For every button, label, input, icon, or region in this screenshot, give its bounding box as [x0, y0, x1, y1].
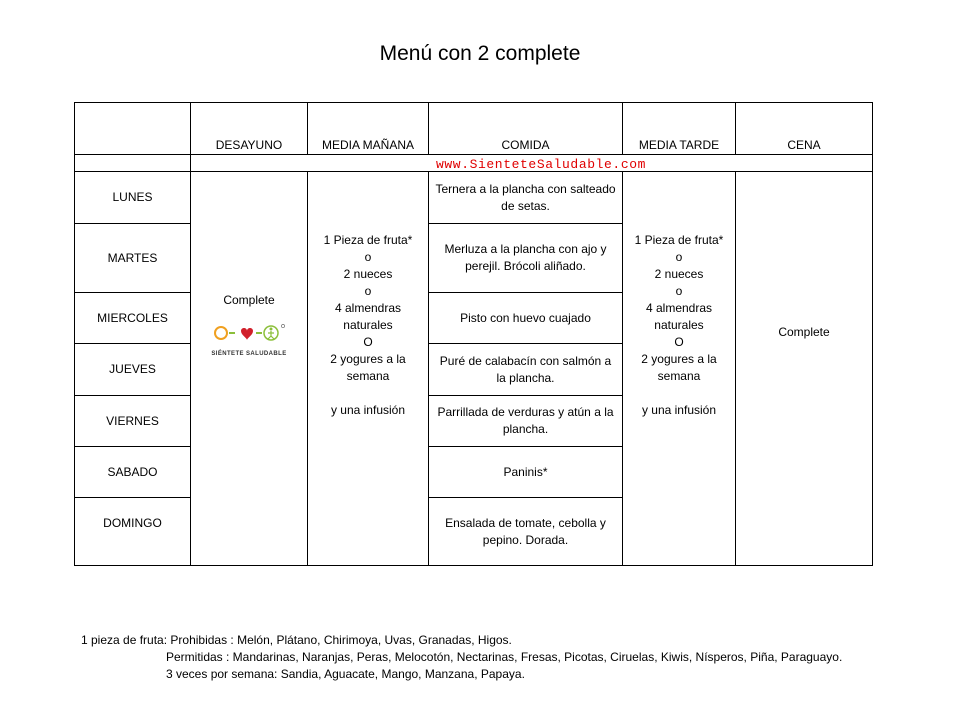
media-tarde-cell: [623, 232, 735, 432]
header-media-manana: MEDIA MAÑANA: [321, 137, 414, 152]
day-label: LUNES: [112, 190, 153, 204]
day-label: DOMINGO: [103, 515, 162, 530]
comida-cell: Puré de calabacín con salmón a la plancha.: [439, 353, 612, 385]
snack-line: 2 yogures a la: [641, 352, 717, 366]
snack-line: o: [675, 284, 683, 298]
day-label: VIERNES: [106, 413, 159, 428]
media-manana-cell: [308, 232, 428, 432]
snack-line: 4 almendras: [645, 301, 713, 315]
snack-line: naturales: [343, 318, 393, 332]
note-semana: 3 veces por semana: Sandia, Aguacate, Mango, Manzana, Papaya.: [166, 667, 525, 681]
snack-line: 4 almendras: [334, 301, 402, 315]
snack-line: 1 Pieza de fruta*: [323, 233, 413, 247]
snack-line: O: [363, 335, 373, 349]
footnotes: [81, 632, 842, 683]
desayuno-cell: [191, 292, 307, 407]
snack-line: 1 Pieza de fruta*: [634, 233, 724, 247]
cena-cell: Complete: [778, 324, 830, 339]
day-label: MARTES: [107, 250, 158, 265]
page-title: Menú con 2 complete: [379, 42, 581, 65]
day-label: JUEVES: [109, 362, 156, 376]
comida-cell: Merluza a la plancha con ajo y perejil. Brócoli aliñado.: [444, 242, 607, 273]
comida-cell: Parrillada de verduras y atún a la plancha.: [437, 405, 614, 436]
logo-icon: [211, 323, 287, 343]
snack-line: o: [364, 250, 372, 264]
note-prohibidas: 1 pieza de fruta: Prohibidas : Melón, Plátano, Chirimoya, Uvas, Granadas, Higos.: [81, 633, 512, 647]
header-desayuno: DESAYUNO: [215, 137, 283, 152]
header-comida: COMIDA: [501, 137, 550, 152]
snack-extra: y una infusión: [330, 403, 406, 417]
snack-line: 2 yogures a la: [330, 352, 406, 366]
snack-line: 2 nueces: [654, 267, 704, 281]
header-cena: CENA: [787, 137, 821, 152]
snack-line: 2 nueces: [343, 267, 393, 281]
snack-extra: y una infusión: [641, 403, 717, 417]
watermark-url: www.SienteteSaludable.com: [436, 157, 647, 172]
note-permitidas: Permitidas : Mandarinas, Naranjas, Peras, Melocotón, Nectarinas, Fresas, Picotas, Ciruelas, Kiwis, Nísperos, Piña, Paraguayo.: [166, 650, 843, 664]
brand-logo: [211, 323, 287, 363]
logo-text: SIÉNTETE SALUDABLE: [211, 351, 287, 357]
snack-line: semana: [657, 369, 701, 383]
snack-line: o: [364, 284, 372, 298]
comida-cell: Paninis*: [503, 464, 548, 479]
comida-cell: Pisto con huevo cuajado: [460, 310, 591, 325]
day-label: MIERCOLES: [97, 310, 168, 325]
snack-line: o: [675, 250, 683, 264]
snack-line: semana: [346, 369, 390, 383]
snack-line: naturales: [654, 318, 704, 332]
day-label: SABADO: [107, 464, 158, 479]
header-media-tarde: MEDIA TARDE: [638, 137, 720, 152]
comida-cell: Ensalada de tomate, cebolla y pepino. Dorada.: [445, 515, 606, 547]
comida-cell: Ternera a la plancha con salteado de setas.: [435, 181, 616, 213]
snack-line: O: [674, 335, 684, 349]
desayuno-text: Complete: [223, 293, 275, 307]
